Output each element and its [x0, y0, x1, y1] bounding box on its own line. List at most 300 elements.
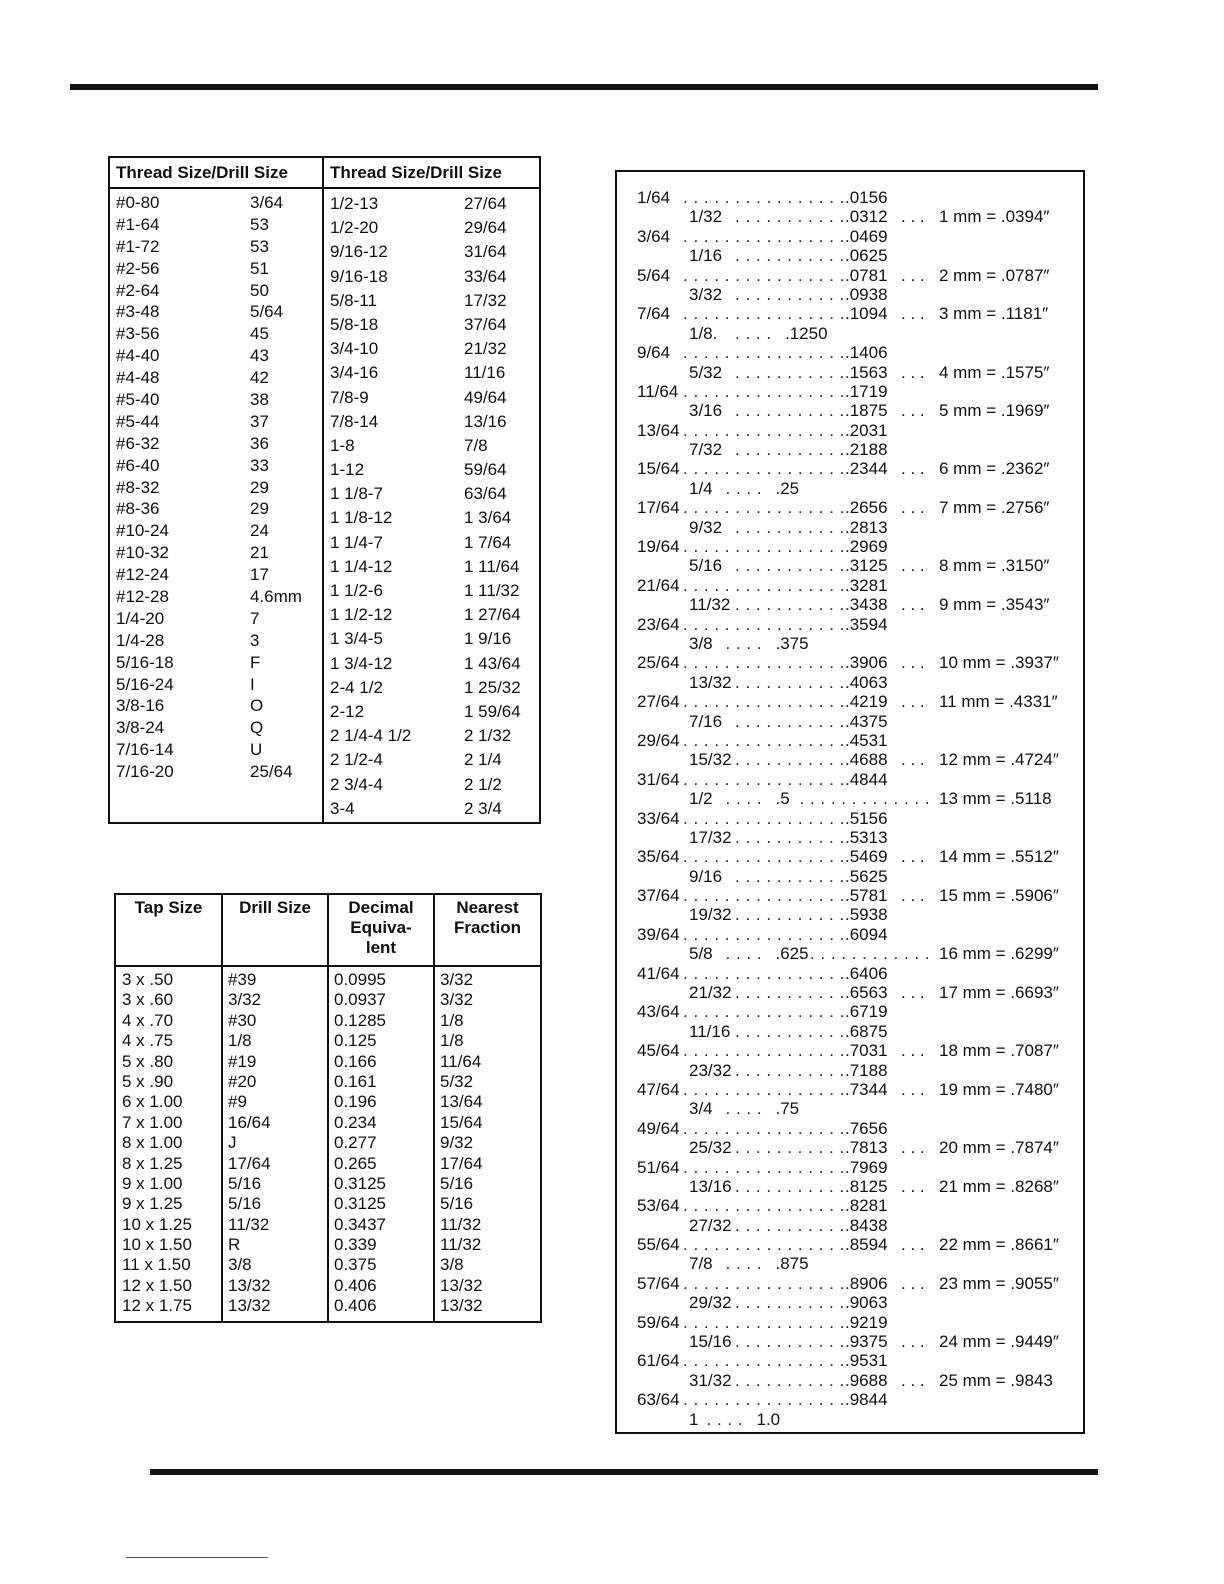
leader-dots: . . . . — [725, 1254, 763, 1274]
fraction: 39/64 — [637, 924, 680, 944]
table-row — [116, 1011, 540, 1031]
tap-size: 8 x 1.25 — [122, 1153, 183, 1173]
drill-size: 7 — [250, 608, 260, 628]
thread-size: 7/16-20 — [116, 762, 174, 782]
decimal-equivalent: 0.375 — [334, 1255, 377, 1275]
fraction: 3/16 — [689, 401, 723, 421]
tap-size: 5 x .90 — [122, 1071, 174, 1091]
leader-dots: . . . . . . . . . . . . . . . . — [683, 381, 845, 401]
drill-size: U — [250, 740, 263, 760]
mm-equivalent: 3 mm = .1181″ — [939, 304, 1049, 324]
tap-size: 7 x 1.00 — [122, 1112, 183, 1132]
leader-dots: . . . . . . . . . . . — [735, 905, 845, 925]
drill-size: 38 — [250, 390, 269, 410]
thread-size: #6-40 — [116, 455, 160, 475]
leader-dots: . . . . . . . . . . . . . . . . — [683, 847, 845, 867]
leader-dots: . . . . . . . . . . . . . . . . — [683, 653, 845, 673]
leader-dots: . . . — [901, 459, 925, 479]
decimal: .9219 — [845, 1312, 888, 1332]
list-item — [617, 1274, 1083, 1293]
leader-dots: . . . . . . . . . . . . . — [799, 944, 931, 964]
leader-dots: . . . . . . . . . . . — [735, 1060, 845, 1080]
leader-dots: . . . . . . . . . . . — [735, 1293, 845, 1313]
decimal: .0312 — [845, 207, 888, 227]
thread-size: #8-32 — [116, 477, 160, 497]
thread-divider — [322, 158, 324, 822]
list-item — [617, 401, 1083, 420]
thread-size: #10-32 — [116, 543, 169, 563]
thread-size: #10-24 — [116, 521, 169, 541]
decimal: .5156 — [845, 808, 888, 828]
leader-dots: . . . . . . . . . . . — [735, 440, 845, 460]
drill-size: 53 — [250, 236, 269, 256]
list-item — [617, 886, 1083, 905]
tap-size: 8 x 1.00 — [122, 1133, 183, 1153]
table-row — [116, 1235, 540, 1255]
fraction: 49/64 — [637, 1118, 680, 1138]
tap-size: 9 x 1.00 — [122, 1173, 183, 1193]
fraction: 25/32 — [689, 1138, 732, 1158]
leader-dots: . . . . . . . . . . . . . . . . — [683, 730, 845, 750]
decimal: .8281 — [845, 1196, 888, 1216]
drill-size: 1 43/64 — [464, 653, 521, 673]
decimal: .5 — [775, 789, 790, 809]
fraction: 11/32 — [689, 595, 731, 615]
drill-size: 3/8 — [228, 1255, 252, 1275]
drill-size: 1 27/64 — [464, 605, 521, 625]
fraction: 7/64 — [637, 304, 671, 324]
drill-size: #39 — [228, 970, 257, 989]
decimal-equivalent: 0.1285 — [334, 1010, 386, 1030]
drill-size: 29 — [250, 499, 269, 519]
leader-dots: . . . . . . . . . . . — [735, 983, 845, 1003]
fraction: 27/64 — [637, 692, 680, 712]
fraction: 3/64 — [637, 226, 671, 246]
decimal: .0156 — [845, 188, 888, 207]
decimal: .2969 — [845, 537, 888, 557]
thread-size: 2-4 1/2 — [330, 677, 383, 697]
mm-equivalent: 20 mm = .7874″ — [939, 1138, 1059, 1158]
decimal: .4688 — [845, 750, 888, 770]
drill-size: #20 — [228, 1071, 257, 1091]
leader-dots: . . . . . . . . . . . — [735, 401, 845, 421]
drill-size: 63/64 — [464, 484, 507, 504]
decimal: .9688 — [845, 1370, 888, 1390]
drill-size: 33/64 — [464, 266, 507, 286]
decimal: .5781 — [845, 886, 888, 906]
thread-size: 1 1/4-12 — [330, 556, 393, 576]
thread-size: 1 1/4-7 — [330, 532, 383, 552]
decimal: .9844 — [845, 1390, 888, 1410]
mm-equivalent: 5 mm = .1969″ — [939, 401, 1050, 421]
list-item — [617, 1332, 1083, 1351]
thread-size: 1 1/2-12 — [330, 605, 393, 625]
drill-size: 45 — [250, 324, 269, 344]
drill-size: 51 — [250, 258, 269, 278]
drill-size: 5/64 — [250, 302, 284, 322]
list-item — [617, 498, 1083, 517]
decimal: .9375 — [845, 1332, 888, 1352]
nearest-fraction: 13/64 — [440, 1092, 483, 1112]
decimal: .875 — [775, 1254, 809, 1274]
list-item — [617, 847, 1083, 866]
fraction: 43/64 — [637, 1002, 680, 1022]
fraction: 31/64 — [637, 769, 680, 789]
fraction: 27/32 — [689, 1215, 732, 1235]
leader-dots: . . . . . . . . . . . — [735, 1332, 845, 1352]
fraction: 1/8. — [689, 323, 718, 343]
thread-size: #0-80 — [116, 193, 160, 212]
decimal: .5938 — [845, 905, 888, 925]
drill-size: 29 — [250, 477, 269, 497]
mm-equivalent: 8 mm = .3150″ — [939, 556, 1050, 576]
fraction: 19/64 — [637, 537, 680, 557]
thread-size: #3-56 — [116, 324, 160, 344]
nearest-fraction: 17/64 — [440, 1153, 483, 1173]
fraction: 57/64 — [637, 1273, 680, 1293]
leader-dots: . . . . . . . . . . . . . . . . — [683, 188, 845, 207]
decimal: .9063 — [845, 1293, 888, 1313]
thread-size: #3-48 — [116, 302, 160, 322]
fraction: 23/32 — [689, 1060, 732, 1080]
list-item — [617, 673, 1083, 692]
leader-dots: . . . — [901, 750, 925, 770]
list-item — [617, 1138, 1083, 1157]
leader-dots: . . . . . . . . . . . — [735, 246, 845, 266]
list-item — [617, 692, 1083, 711]
leader-dots: . . . . . . . . . . . . . . . . — [683, 1351, 845, 1371]
fraction: 5/32 — [689, 362, 723, 382]
fraction: 3/8 — [689, 633, 713, 653]
drill-size: 13/32 — [228, 1296, 271, 1316]
list-item — [617, 1196, 1083, 1215]
decimal: .625 — [775, 944, 809, 964]
decimal: .7344 — [845, 1079, 888, 1099]
drill-size: 36 — [250, 433, 269, 453]
drill-size: R — [228, 1235, 241, 1255]
decimal: .2344 — [845, 459, 888, 479]
leader-dots: . . . — [901, 1041, 925, 1061]
list-item — [617, 363, 1083, 382]
footer-link-underline — [126, 1557, 268, 1558]
tap-size: 10 x 1.50 — [122, 1235, 192, 1255]
table-row — [116, 1072, 540, 1092]
drill-size: 16/64 — [228, 1112, 271, 1132]
leader-dots: . . . . . . . . . . . . . . . . — [683, 1079, 845, 1099]
leader-dots: . . . . . . . . . . . . . . . . — [683, 1390, 845, 1410]
leader-dots: . . . . . . . . . . . . . . . . — [683, 1196, 845, 1216]
list-item — [617, 285, 1083, 304]
drill-size: 31/64 — [464, 242, 507, 262]
drill-size: 3/64 — [250, 193, 284, 212]
drill-size: J — [228, 1133, 237, 1153]
drill-size: 1 25/32 — [464, 677, 521, 697]
drill-size: 13/32 — [228, 1275, 271, 1295]
drill-size: 7/8 — [464, 435, 488, 455]
fraction: 1/16 — [689, 246, 723, 266]
leader-dots: . . . . . . . . . . . . . . . . — [683, 343, 845, 363]
mm-equivalent: 9 mm = .3543″ — [939, 595, 1050, 615]
drill-size: 59/64 — [464, 460, 507, 480]
mm-equivalent: 4 mm = .1575″ — [939, 362, 1050, 382]
leader-dots: . . . — [901, 556, 925, 576]
decimal: .3906 — [845, 653, 888, 673]
list-item — [617, 828, 1083, 847]
decimal: .0781 — [845, 265, 888, 285]
decimal: .375 — [775, 633, 809, 653]
table-row — [116, 1255, 540, 1275]
mm-equivalent: 11 mm = .4331″ — [939, 692, 1058, 712]
leader-dots: . . . . . . . . . . . . . . . . — [683, 226, 845, 246]
fraction: 25/64 — [637, 653, 680, 673]
list-item — [617, 789, 1083, 808]
decimal: .8438 — [845, 1215, 888, 1235]
mm-equivalent: 7 mm = .2756″ — [939, 498, 1050, 518]
fraction: 5/8 — [689, 944, 713, 964]
leader-dots: . . . . . . . . . . . . . . . . — [683, 963, 845, 983]
fraction: 23/64 — [637, 614, 680, 634]
tap-header-nearest-fraction: Nearest Fraction — [453, 898, 522, 937]
list-item — [617, 266, 1083, 285]
drill-size: #9 — [228, 1092, 247, 1112]
tap-size: 12 x 1.50 — [122, 1275, 192, 1295]
leader-dots: . . . . . . . . . . . . . . . . — [683, 924, 845, 944]
drill-size: 17/32 — [464, 290, 507, 310]
fraction: 15/32 — [689, 750, 732, 770]
decimal-equivalent: 0.339 — [334, 1235, 377, 1255]
leader-dots: . . . . . . . . . . . — [735, 672, 845, 692]
nearest-fraction: 5/16 — [440, 1173, 474, 1193]
decimal: .4844 — [845, 769, 888, 789]
thread-size: 2 3/4-4 — [330, 774, 383, 794]
list-item — [617, 964, 1083, 983]
list-item — [617, 1216, 1083, 1235]
drill-size: 29/64 — [464, 218, 507, 238]
drill-size: 17/64 — [228, 1153, 271, 1173]
fraction: 37/64 — [637, 886, 680, 906]
fraction: 29/64 — [637, 730, 680, 750]
drill-size: 25/64 — [250, 762, 293, 782]
leader-dots: . . . . . . . . . . . — [735, 1176, 845, 1196]
thread-size: 3-4 — [330, 798, 355, 818]
fraction: 53/64 — [637, 1196, 680, 1216]
thread-size: 1 1/2-6 — [330, 581, 383, 600]
fraction: 31/32 — [689, 1370, 732, 1390]
list-item — [617, 905, 1083, 924]
mm-equivalent: 2 mm = .0787″ — [939, 265, 1050, 285]
leader-dots: . . . . . . . . . . . . . . . . — [683, 614, 845, 634]
leader-dots: . . . . . . . . . . . — [735, 1370, 845, 1390]
list-item — [617, 944, 1083, 963]
thread-size: 7/8-9 — [330, 387, 369, 407]
decimal: .6563 — [845, 983, 888, 1003]
decimal: .1406 — [845, 343, 888, 363]
drill-size: 1 59/64 — [464, 701, 521, 721]
list-item — [617, 1119, 1083, 1138]
decimal-equivalent: 0.406 — [334, 1296, 377, 1316]
mm-equivalent: 19 mm = .7480″ — [939, 1079, 1059, 1099]
tap-header-drill-size: Drill Size — [239, 898, 311, 917]
thread-size: #4-40 — [116, 346, 160, 366]
drill-size: 11/16 — [464, 363, 506, 383]
thread-size: 3/8-16 — [116, 696, 165, 716]
leader-dots: . . . . . . . . . . . . . . . . — [683, 304, 845, 324]
thread-size: 1/2-20 — [330, 218, 379, 238]
table-row — [116, 1215, 540, 1235]
decimal: .6406 — [845, 963, 888, 983]
drill-size: #30 — [228, 1010, 257, 1030]
thread-size: 3/8-24 — [116, 718, 165, 738]
thread-size: 2-12 — [330, 701, 365, 721]
decimal-equivalent: 0.196 — [334, 1092, 377, 1112]
list-item — [617, 246, 1083, 265]
leader-dots: . . . — [901, 983, 925, 1003]
drill-size: 43 — [250, 346, 269, 366]
fraction: 3/32 — [689, 284, 723, 304]
nearest-fraction: 15/64 — [440, 1112, 483, 1132]
thread-size: #1-64 — [116, 214, 160, 234]
mm-equivalent: 10 mm = .3937″ — [939, 653, 1059, 673]
list-item — [617, 1235, 1083, 1254]
list-item — [617, 1177, 1083, 1196]
leader-dots: . . . . — [735, 323, 772, 343]
list-item — [617, 750, 1083, 769]
leader-dots: . . . . . . . . . . . . . . . . — [683, 1312, 845, 1332]
mm-equivalent: 22 mm = .8661″ — [939, 1235, 1059, 1255]
nearest-fraction: 11/32 — [440, 1214, 482, 1234]
list-item — [617, 770, 1083, 789]
thread-size: 5/8-18 — [330, 314, 379, 334]
fraction: 1/32 — [689, 207, 723, 227]
list-item — [617, 1158, 1083, 1177]
list-item — [617, 1022, 1083, 1041]
table-row — [116, 1133, 540, 1153]
leader-dots: . . . — [901, 401, 925, 421]
decimal: .1563 — [845, 362, 888, 382]
fraction: 1/64 — [637, 188, 671, 207]
leader-dots: . . . . . . . . . . . . . . . . — [683, 265, 845, 285]
decimal: .3438 — [845, 595, 888, 615]
nearest-fraction: 11/64 — [440, 1051, 482, 1071]
fraction: 5/16 — [689, 556, 723, 576]
thread-size: 1-12 — [330, 460, 365, 480]
list-item — [617, 1080, 1083, 1099]
drill-size: O — [250, 696, 264, 716]
nearest-fraction: 5/32 — [440, 1071, 474, 1091]
drill-size: Q — [250, 718, 264, 738]
leader-dots: . . . . — [706, 1409, 744, 1429]
list-item — [617, 537, 1083, 556]
tap-table-body — [116, 970, 540, 1317]
tap-size: 6 x 1.00 — [122, 1092, 183, 1112]
leader-dots: . . . . . . . . . . . — [735, 517, 845, 537]
thread-size: 1 1/8-12 — [330, 508, 393, 528]
decimal: .3125 — [845, 556, 888, 576]
leader-dots: . . . . . . . . . . . . . . . . — [683, 459, 845, 479]
leader-dots: . . . — [901, 1273, 925, 1293]
leader-dots: . . . . . . . . . . . . . . . . — [683, 575, 845, 595]
thread-size: #12-28 — [116, 587, 169, 607]
thread-size: 1/2-13 — [330, 194, 379, 213]
decimal: .5313 — [845, 827, 888, 847]
leader-dots: . . . — [901, 1138, 925, 1158]
leader-dots: . . . . . . . . . . . . . — [799, 789, 931, 809]
drill-size: 1 11/32 — [464, 581, 520, 600]
list-item — [617, 615, 1083, 634]
drill-size: 3/32 — [228, 990, 262, 1010]
thread-size: 7/16-14 — [116, 740, 174, 760]
drill-size: 50 — [250, 280, 269, 300]
fraction: 13/64 — [637, 420, 680, 440]
leader-dots: . . . . . . . . . . . — [735, 1138, 845, 1158]
decimal: .75 — [775, 1099, 800, 1119]
bottom-rule — [150, 1469, 1098, 1475]
fraction: 9/16 — [689, 866, 723, 886]
fraction: 17/32 — [689, 827, 732, 847]
decimal: .4219 — [845, 692, 888, 712]
fraction: 7/32 — [689, 440, 723, 460]
leader-dots: . . . — [901, 304, 925, 324]
nearest-fraction: 9/32 — [440, 1133, 474, 1153]
table-row — [116, 1092, 540, 1112]
leader-dots: . . . — [901, 847, 925, 867]
leader-dots: . . . . — [725, 478, 763, 498]
list-item — [617, 556, 1083, 575]
list-item — [617, 1002, 1083, 1021]
fraction: 19/32 — [689, 905, 732, 925]
fraction: 51/64 — [637, 1157, 680, 1177]
drill-size: 37/64 — [464, 314, 507, 334]
leader-dots: . . . . . . . . . . . — [735, 711, 845, 731]
leader-dots: . . . . . . . . . . . — [735, 1021, 845, 1041]
leader-dots: . . . . . . . . . . . — [735, 866, 845, 886]
leader-dots: . . . — [901, 265, 925, 285]
table-row — [116, 1052, 540, 1072]
thread-size: #6-32 — [116, 433, 160, 453]
fraction: 11/16 — [689, 1021, 731, 1041]
mm-equivalent: 1 mm = .0394″ — [939, 207, 1050, 227]
leader-dots: . . . . . . . . . . . . . . . . — [683, 1273, 845, 1293]
decimal: .8125 — [845, 1176, 888, 1196]
thread-size: #5-44 — [116, 411, 160, 431]
list-item — [617, 809, 1083, 828]
fraction-decimal-mm-chart — [615, 170, 1085, 1434]
drill-size: 21 — [250, 543, 269, 563]
drill-size: 2 1/2 — [464, 774, 502, 794]
list-item — [617, 1099, 1083, 1118]
decimal-equivalent: 0.3125 — [334, 1194, 386, 1214]
list-item — [617, 731, 1083, 750]
decimal-equivalent: 0.0937 — [334, 990, 386, 1010]
leader-dots: . . . . . . . . . . . — [735, 362, 845, 382]
list-item — [617, 459, 1083, 478]
list-item — [617, 576, 1083, 595]
drill-size: F — [250, 652, 261, 672]
fraction: 3/4 — [689, 1099, 713, 1119]
thread-size: 1 3/4-12 — [330, 653, 393, 673]
leader-dots: . . . . . . . . . . . . . . . . — [683, 1118, 845, 1138]
fraction: 9/64 — [637, 343, 671, 363]
table-row — [116, 1296, 540, 1316]
leader-dots: . . . . — [725, 944, 763, 964]
decimal: .2188 — [845, 440, 888, 460]
tap-size: 3 x .50 — [122, 970, 174, 989]
fraction: 7/16 — [689, 711, 723, 731]
tap-size: 11 x 1.50 — [122, 1255, 191, 1275]
leader-dots: . . . . . . . . . . . . . . . . — [683, 808, 845, 828]
thread-size: #8-36 — [116, 499, 160, 519]
fraction: 63/64 — [637, 1390, 680, 1410]
